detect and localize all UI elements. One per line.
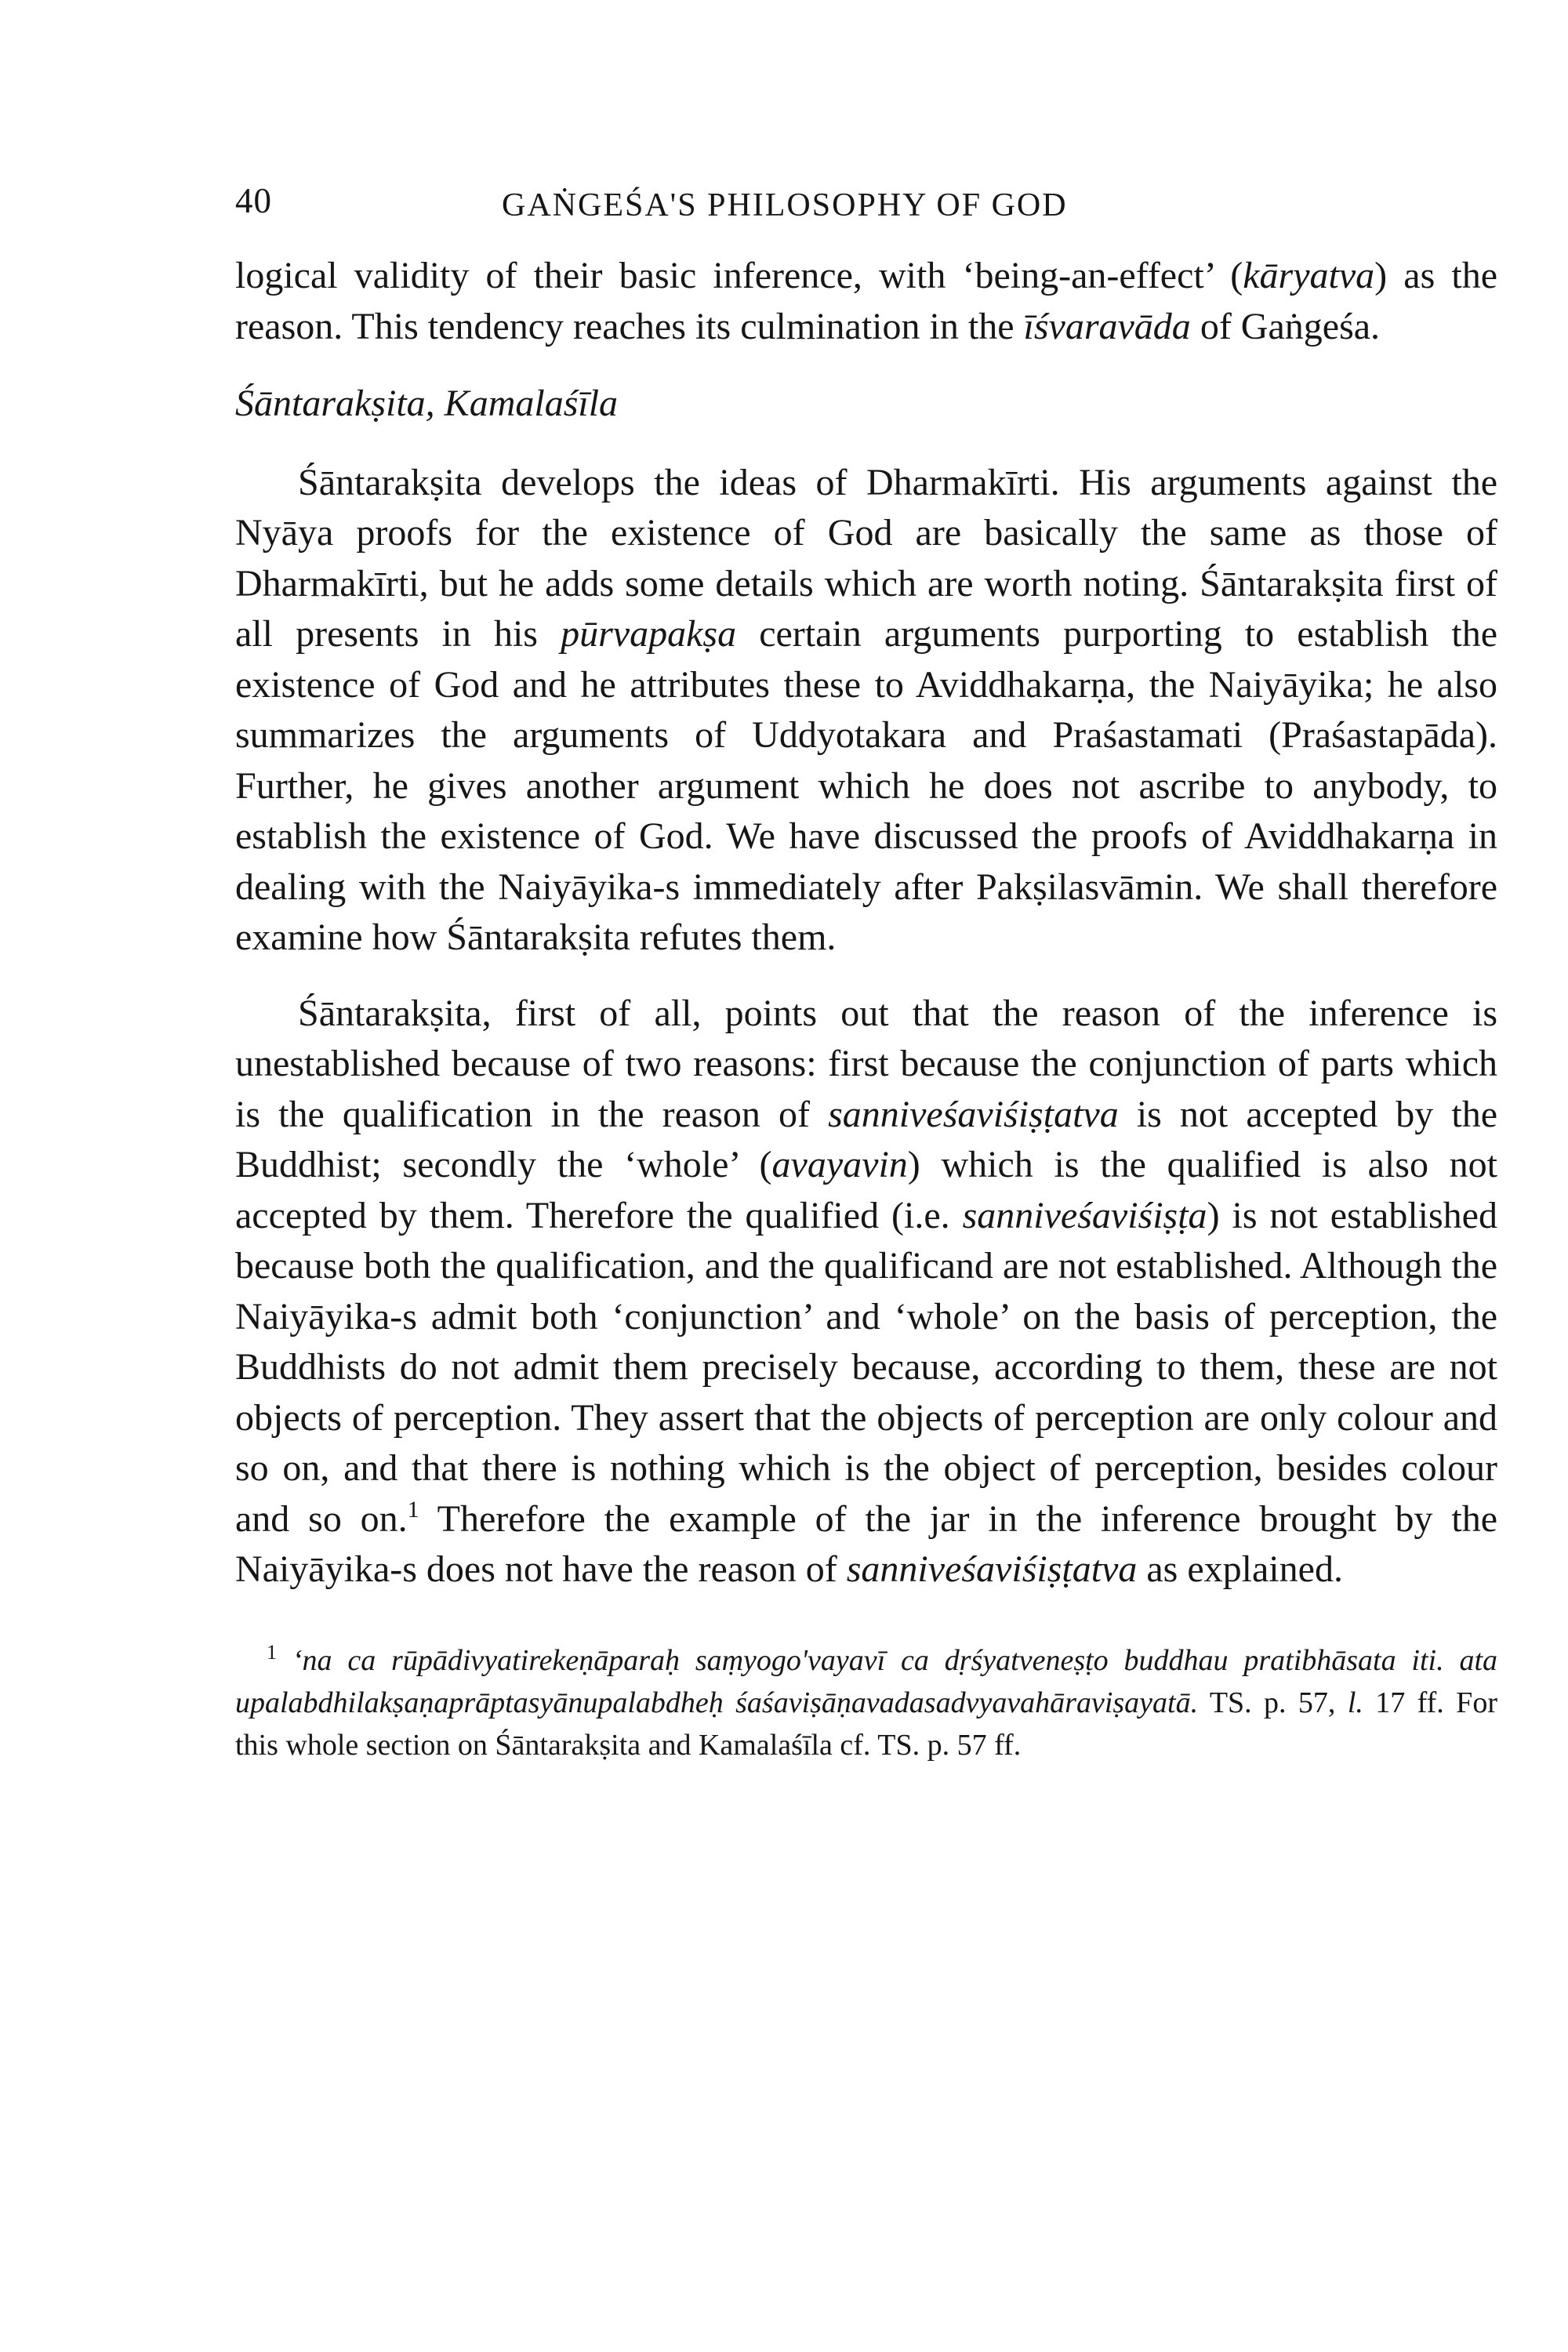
paragraph-1: logical validity of their basic inference, with ‘being-an-effect’ (kāryatva) as the reason. This tendency reaches its culmination in the īśvaravāda of Gaṅgeśa. bbox=[235, 255, 1497, 347]
footnote bbox=[235, 1639, 1497, 1766]
body-text bbox=[235, 251, 1497, 1595]
footnote-quote: ‘na ca rūpādivyatirekeṇāparaḥ saṃyogo'vayavī ca dṛśyatveneṣṭo buddhau pratibhāsata iti. ata upalabdhilakṣaṇaprāptasyānupalabdheḥ śaśaviṣāṇavadasadvyavahāraviṣayatā. bbox=[235, 1643, 1498, 1719]
page-number: 40 bbox=[235, 181, 272, 220]
p2-text-2: certain arguments purporting to establish the existence of God and he attributes these to Aviddhakarṇa, the Naiyāyika; he also summarizes the arguments of Uddyotakara and Praśastamati (Praśastapāda). Further, he gives another argument which he does not ascribe to anybody, to establish the existence of God. We have discussed the proofs of Aviddhakarṇa in dealing with the Naiyāyika-s immediately after Pakṣilasvāmin. We shall therefore examine how Śāntarakṣita refutes them. bbox=[235, 613, 1498, 958]
term-karyatva: kāryatva bbox=[1243, 255, 1375, 296]
p1-text-1: logical validity of their basic inference, with ‘being-an-effect’ bbox=[235, 255, 1214, 296]
p3-text-6: as explained. bbox=[1146, 1548, 1343, 1590]
p3-text-5: Therefore the example of the jar in the inference brought by the Naiyāyika-s does not have the reason of bbox=[235, 1497, 1498, 1590]
p3-text-1: Śāntarakṣita, first of all, points out that the reason of the inference is unestablished because of two reasons: first because the conjunction of parts which is the qualification in the reason of bbox=[235, 992, 1497, 1135]
p2-text-1: Śāntarakṣita develops the ideas of Dharmakīrti. His arguments against the Nyāya proofs for the existence of God are basically the same as those of Dharmakīrti, but he adds some details which are worth noting. Śāntarakṣita first of all presents in his bbox=[235, 461, 1497, 655]
book-page bbox=[235, 172, 1497, 1766]
page-header bbox=[235, 172, 1497, 235]
running-title: GAṄGEŚA'S PHILOSOPHY OF GOD bbox=[502, 187, 1068, 223]
footnote-marker: 1 bbox=[267, 1640, 277, 1664]
footnote-citation: TS. p. 57, bbox=[1209, 1686, 1336, 1719]
footnote-citation-rest: 17 ff. For this whole section on Śāntarakṣita and Kamalaśīla cf. TS. p. 57 ff. bbox=[235, 1686, 1497, 1762]
section-heading: Śāntarakṣita, Kamalaśīla bbox=[235, 383, 619, 424]
footnote-line-ref: l. bbox=[1347, 1686, 1363, 1719]
term-purvapaksa: pūrvapakṣa bbox=[561, 613, 737, 655]
term-isvaravada: īśvaravāda bbox=[1023, 305, 1191, 347]
footnote-reference[interactable]: 1 bbox=[407, 1496, 419, 1523]
paragraph-2 bbox=[235, 458, 1497, 964]
p1-text-2: as the reason. This tendency reaches its culmination in the bbox=[235, 255, 1497, 347]
term-sannivesavisistatva: sanniveśaviśiṣṭatva bbox=[828, 1093, 1119, 1135]
p3-text-3: ) which is the qualified is also not accepted by them. Therefore the qualified (i.e. bbox=[235, 1144, 1498, 1236]
p3-text-4: ) is not established because both the qualification, and the qualificand are not established. Although the Naiyāyika-s admit both ‘conjunction’ and ‘whole’ on the basis of perception, the Buddhists do not admit them precisely because, according to them, these are not objects of perception. They assert that the objects of perception are only colour and so on, and that there is nothing which is the object of perception, besides colour and so on. bbox=[235, 1194, 1497, 1540]
term-avayavin: avayavin bbox=[771, 1144, 908, 1185]
term-sannivesavisistatva-2: sanniveśaviśiṣṭatva bbox=[846, 1548, 1138, 1590]
paragraph-3 bbox=[235, 989, 1497, 1595]
term-sannivesavisista: sanniveśaviśiṣṭa bbox=[962, 1194, 1207, 1236]
p1-text-3: of Gaṅgeśa. bbox=[1200, 305, 1381, 347]
p3-text-2: is not accepted by the Buddhist; secondly the ‘whole’ ( bbox=[235, 1093, 1498, 1185]
